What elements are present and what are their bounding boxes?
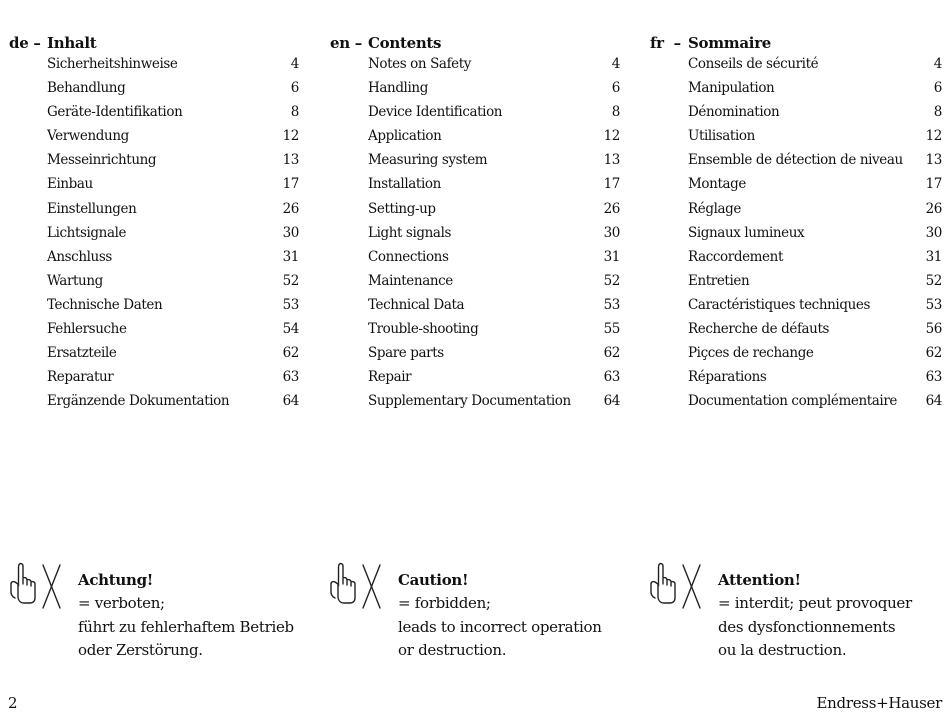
toc-entry[interactable] bbox=[47, 104, 299, 128]
toc-entry-label: Application bbox=[368, 128, 442, 145]
toc-entry[interactable] bbox=[688, 345, 942, 369]
toc-entry-label: Light signals bbox=[368, 224, 452, 241]
warning-line: = interdit; peut provoquer bbox=[718, 594, 912, 613]
toc-entry-label: Fehlersuche bbox=[47, 321, 127, 338]
toc-entry[interactable] bbox=[368, 321, 620, 345]
toc-entry[interactable] bbox=[688, 321, 942, 345]
toc-entry-label: Ergänzende Dokumentation bbox=[47, 393, 230, 410]
toc-entry[interactable] bbox=[688, 201, 942, 225]
toc-entry-label: Verwendung bbox=[47, 128, 129, 145]
toc-entry-label: Lichtsignale bbox=[47, 224, 127, 241]
toc-entry[interactable] bbox=[368, 201, 620, 225]
warning-line: oder Zerstörung. bbox=[78, 640, 203, 659]
toc-entry-page: 54 bbox=[282, 321, 299, 338]
toc-entry-label: Trouble-shooting bbox=[368, 321, 479, 338]
toc-entry[interactable] bbox=[368, 225, 620, 249]
hand-forbidden-icon bbox=[328, 562, 388, 614]
toc-entry-page: 62 bbox=[282, 345, 299, 362]
toc-entry[interactable] bbox=[368, 104, 620, 128]
column-heading bbox=[9, 34, 299, 56]
toc-entry-label: Recherche de défauts bbox=[688, 321, 830, 338]
toc-entry[interactable] bbox=[368, 249, 620, 273]
toc-entry-page: 30 bbox=[282, 224, 299, 241]
toc-entry-label: Montage bbox=[688, 176, 746, 193]
warning-line: des dysfonctionnements bbox=[718, 617, 896, 636]
warning-text bbox=[718, 569, 912, 662]
toc-column-fr bbox=[650, 34, 942, 417]
toc-entry-label: Technical Data bbox=[368, 296, 465, 313]
toc-column-de bbox=[9, 34, 299, 417]
warning-en bbox=[328, 562, 602, 662]
toc-entry-page: 56 bbox=[925, 321, 942, 338]
warning-text bbox=[78, 569, 294, 662]
toc-entry-page: 6 bbox=[611, 80, 620, 97]
toc-entry-page: 17 bbox=[925, 176, 942, 193]
toc-entry-page: 26 bbox=[282, 200, 299, 217]
toc-entry-page: 12 bbox=[925, 128, 942, 145]
toc-entry[interactable] bbox=[688, 369, 942, 393]
toc-entry-page: 6 bbox=[933, 80, 942, 97]
toc-list bbox=[330, 56, 620, 417]
toc-entry[interactable] bbox=[47, 297, 299, 321]
toc-entry-label: Wartung bbox=[47, 272, 103, 289]
toc-entry-label: Conseils de sécurité bbox=[688, 56, 819, 72]
toc-entry-label: Réglage bbox=[688, 200, 741, 217]
toc-list bbox=[9, 56, 299, 417]
toc-entry[interactable] bbox=[368, 152, 620, 176]
toc-entry-label: Signaux lumineux bbox=[688, 224, 805, 241]
toc-entry-page: 4 bbox=[611, 56, 620, 72]
toc-entry[interactable] bbox=[47, 249, 299, 273]
warning-de bbox=[8, 562, 294, 662]
toc-entry[interactable] bbox=[47, 176, 299, 200]
warning-fr bbox=[648, 562, 912, 662]
toc-entry-page: 52 bbox=[925, 272, 942, 289]
toc-entry-label: Raccordement bbox=[688, 248, 783, 265]
toc-entry-page: 31 bbox=[925, 248, 942, 265]
toc-entry-label: Spare parts bbox=[368, 345, 444, 362]
warning-line: ou la destruction. bbox=[718, 640, 847, 659]
warning-title: Caution! bbox=[398, 571, 469, 589]
toc-entry[interactable] bbox=[688, 128, 942, 152]
language-code: fr – bbox=[650, 34, 681, 52]
toc-entry-page: 8 bbox=[611, 104, 620, 121]
toc-entry[interactable] bbox=[47, 369, 299, 393]
warning-line: or destruction. bbox=[398, 640, 507, 659]
warning-line: = verboten; bbox=[78, 594, 165, 613]
column-title: Contents bbox=[368, 34, 442, 52]
toc-entry[interactable] bbox=[688, 225, 942, 249]
toc-entry-label: Anschluss bbox=[47, 248, 112, 265]
toc-entry-label: Supplementary Documentation bbox=[368, 393, 571, 410]
toc-entry[interactable] bbox=[47, 201, 299, 225]
toc-entry-page: 17 bbox=[282, 176, 299, 193]
toc-entry-label: Utilisation bbox=[688, 128, 755, 145]
language-code: de – bbox=[9, 34, 41, 52]
toc-entry-page: 8 bbox=[933, 104, 942, 121]
toc-entry-label: Handling bbox=[368, 80, 428, 97]
toc-entry[interactable] bbox=[368, 369, 620, 393]
toc-entry-page: 30 bbox=[925, 224, 942, 241]
toc-entry-label: Connections bbox=[368, 248, 449, 265]
hand-forbidden-icon bbox=[648, 562, 708, 614]
toc-entry[interactable] bbox=[47, 56, 299, 80]
toc-entry[interactable] bbox=[47, 128, 299, 152]
toc-entry[interactable] bbox=[688, 80, 942, 104]
toc-entry-label: Maintenance bbox=[368, 272, 453, 289]
column-title: Inhalt bbox=[47, 34, 97, 52]
toc-entry-page: 55 bbox=[603, 321, 620, 338]
warning-text bbox=[398, 569, 602, 662]
toc-entry[interactable] bbox=[688, 152, 942, 176]
toc-entry-page: 63 bbox=[282, 369, 299, 386]
toc-entry-page: 26 bbox=[603, 200, 620, 217]
toc-entry[interactable] bbox=[688, 56, 942, 80]
hand-forbidden-icon bbox=[8, 562, 68, 614]
toc-entry-label: Réparations bbox=[688, 369, 767, 386]
toc-entry-page: 63 bbox=[603, 369, 620, 386]
toc-entry-page: 52 bbox=[282, 272, 299, 289]
toc-entry-page: 17 bbox=[603, 176, 620, 193]
toc-entry-page: 26 bbox=[925, 200, 942, 217]
warning-line: führt zu fehlerhaftem Betrieb bbox=[78, 617, 294, 636]
toc-entry-page: 31 bbox=[603, 248, 620, 265]
toc-entry-page: 31 bbox=[282, 248, 299, 265]
toc-entry-label: Reparatur bbox=[47, 369, 114, 386]
warning-title: Attention! bbox=[718, 571, 801, 589]
toc-entry[interactable] bbox=[47, 225, 299, 249]
toc-entry-label: Einstellungen bbox=[47, 200, 137, 217]
toc-entry[interactable] bbox=[47, 321, 299, 345]
toc-entry[interactable] bbox=[47, 273, 299, 297]
toc-entry-label: Dénomination bbox=[688, 104, 780, 121]
toc-entry-label: Einbau bbox=[47, 176, 93, 193]
toc-entry[interactable] bbox=[47, 393, 299, 417]
column-heading bbox=[330, 34, 620, 56]
toc-entry-page: 64 bbox=[925, 393, 942, 410]
toc-entry-page: 12 bbox=[603, 128, 620, 145]
column-title: Sommaire bbox=[688, 34, 772, 52]
toc-entry-page: 4 bbox=[933, 56, 942, 72]
toc-entry-label: Messeinrichtung bbox=[47, 152, 157, 169]
toc-entry[interactable] bbox=[368, 128, 620, 152]
toc-entry[interactable] bbox=[688, 393, 942, 417]
toc-entry[interactable] bbox=[368, 56, 620, 80]
page-number: 2 bbox=[8, 694, 18, 712]
toc-entry[interactable] bbox=[368, 393, 620, 417]
toc-entry-label: Device Identification bbox=[368, 104, 503, 121]
toc-entry-label: Documentation complémentaire bbox=[688, 393, 897, 410]
toc-entry[interactable] bbox=[688, 249, 942, 273]
toc-entry-page: 53 bbox=[925, 296, 942, 313]
toc-entry-page: 6 bbox=[290, 80, 299, 97]
toc-entry-label: Technische Daten bbox=[47, 296, 163, 313]
toc-entry-label: Installation bbox=[368, 176, 441, 193]
toc-entry-label: Repair bbox=[368, 369, 412, 386]
toc-entry-page: 53 bbox=[603, 296, 620, 313]
toc-entry-label: Ensemble de détection de niveau bbox=[688, 152, 903, 169]
toc-entry-page: 30 bbox=[603, 224, 620, 241]
toc-entry[interactable] bbox=[688, 297, 942, 321]
toc-entry-label: Setting-up bbox=[368, 200, 436, 217]
toc-entry[interactable] bbox=[688, 273, 942, 297]
toc-entry-label: Ersatzteile bbox=[47, 345, 117, 362]
column-heading bbox=[650, 34, 942, 56]
toc-entry-page: 8 bbox=[290, 104, 299, 121]
toc-entry[interactable] bbox=[47, 80, 299, 104]
toc-entry[interactable] bbox=[368, 297, 620, 321]
toc-entry-page: 52 bbox=[603, 272, 620, 289]
language-code: en – bbox=[330, 34, 362, 52]
toc-entry[interactable] bbox=[368, 345, 620, 369]
toc-entry-page: 62 bbox=[603, 345, 620, 362]
toc-entry-page: 13 bbox=[282, 152, 299, 169]
toc-list bbox=[650, 56, 942, 417]
toc-entry[interactable] bbox=[368, 80, 620, 104]
toc-entry-page: 13 bbox=[603, 152, 620, 169]
toc-entry-page: 64 bbox=[282, 393, 299, 410]
warning-line: = forbidden; bbox=[398, 594, 491, 613]
toc-column-en bbox=[330, 34, 620, 417]
toc-entry-page: 13 bbox=[925, 152, 942, 169]
toc-entry-label: Geräte-Identifikation bbox=[47, 104, 183, 121]
toc-entry-label: Caractéristiques techniques bbox=[688, 296, 870, 313]
toc-entry-page: 63 bbox=[925, 369, 942, 386]
toc-entry-page: 4 bbox=[290, 56, 299, 72]
toc-entry-label: Sicherheitshinweise bbox=[47, 56, 178, 72]
toc-entry-label: Entretien bbox=[688, 272, 750, 289]
toc-entry-page: 12 bbox=[282, 128, 299, 145]
warning-line: leads to incorrect operation bbox=[398, 617, 602, 636]
toc-entry-label: Manipulation bbox=[688, 80, 775, 97]
toc-entry-page: 62 bbox=[925, 345, 942, 362]
toc-entry[interactable] bbox=[368, 273, 620, 297]
toc-entry[interactable] bbox=[688, 104, 942, 128]
toc-entry-label: Notes on Safety bbox=[368, 56, 472, 72]
toc-entry-page: 53 bbox=[282, 296, 299, 313]
toc-entry[interactable] bbox=[47, 152, 299, 176]
toc-entry[interactable] bbox=[47, 345, 299, 369]
toc-entry-page: 64 bbox=[603, 393, 620, 410]
toc-entry-label: Piçces de rechange bbox=[688, 345, 814, 362]
toc-entry[interactable] bbox=[688, 176, 942, 200]
toc-entry-label: Measuring system bbox=[368, 152, 488, 169]
brand-name: Endress+Hauser bbox=[816, 694, 942, 712]
toc-entry[interactable] bbox=[368, 176, 620, 200]
toc-entry-label: Behandlung bbox=[47, 80, 126, 97]
warning-title: Achtung! bbox=[78, 571, 154, 589]
